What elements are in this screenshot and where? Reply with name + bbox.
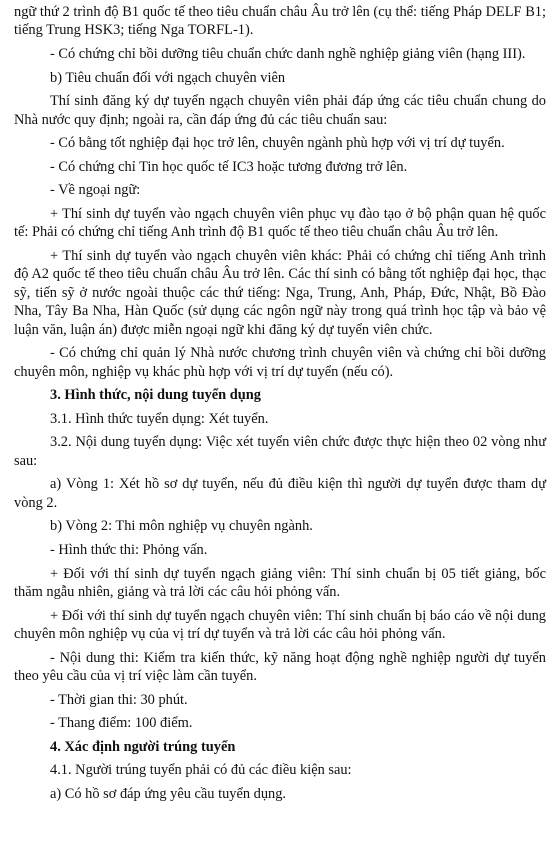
- section-heading: 3. Hình thức, nội dung tuyển dụng: [50, 387, 261, 404]
- paragraph: - Thời gian thi: 30 phút.: [50, 691, 188, 708]
- paragraph: + Thí sinh dự tuyển vào ngạch chuyên viên khác: Phải có chứng chỉ tiếng Anh trình độ A2 quốc tế theo tiêu chuẩn châu Âu trở lên. Các thí sinh có bằng tốt nghiệp đại học, thạc sỹ, tiến sỹ ở nước ngoài thuộc các thứ tiếng: Nga, Trung, Anh, Pháp, Đức, Nhật, Bồ Đào Nha, Tây Ba Nha, Hàn Quốc (sử dụng các ngôn ngữ này trong quá trình học tập và bảo vệ luận văn, luận án) được miễn ngoại ngữ khi đăng ký dự tuyển viên chức.: [14, 247, 546, 338]
- paragraph: Thí sinh đăng ký dự tuyển ngạch chuyên viên phải đáp ứng các tiêu chuẩn chung do Nhà nước quy định; ngoài ra, cần đáp ứng đủ các tiêu chuẩn sau:: [14, 93, 546, 128]
- paragraph: 4.1. Người trúng tuyển phải có đủ các điều kiện sau:: [50, 762, 352, 779]
- paragraph: b) Vòng 2: Thi môn nghiệp vụ chuyên ngành.: [50, 518, 313, 535]
- section-heading: 4. Xác định người trúng tuyển: [50, 738, 236, 755]
- paragraph: - Thang điểm: 100 điểm.: [50, 715, 193, 732]
- paragraph: + Thí sinh dự tuyển vào ngạch chuyên viên phục vụ đào tạo ở bộ phận quan hệ quốc tế: Phải có chứng chỉ tiếng Anh trình độ B1 quốc tế theo tiêu chuẩn châu Âu trở lên.: [14, 205, 546, 241]
- paragraph: ngữ thứ 2 trình độ B1 quốc tế theo tiêu chuẩn châu Âu trở lên (cụ thể: tiếng Pháp DELF B1; tiếng Trung HSK3; tiếng Nga TORFL-1).: [14, 4, 546, 39]
- paragraph: 3.2. Nội dung tuyển dụng: Việc xét tuyển viên chức được thực hiện theo 02 vòng như sau:: [14, 434, 546, 469]
- paragraph: - Có chứng chỉ Tin học quốc tế IC3 hoặc tương đương trở lên.: [50, 158, 408, 175]
- paragraph: - Về ngoại ngữ:: [50, 182, 141, 199]
- paragraph: 3.1. Hình thức tuyển dụng: Xét tuyển.: [50, 410, 269, 427]
- paragraph: - Hình thức thi: Phỏng vấn.: [50, 541, 208, 558]
- paragraph: a) Có hồ sơ đáp ứng yêu cầu tuyển dụng.: [50, 785, 287, 802]
- paragraph: - Có chứng chỉ quản lý Nhà nước chương trình chuyên viên và chứng chỉ bồi dưỡng chuyên môn, nghiệp vụ khác phù hợp với vị trí dự tuyển (nếu có).: [14, 345, 546, 380]
- paragraph: + Đối với thí sinh dự tuyển ngạch chuyên viên: Thí sinh chuẩn bị báo cáo về nội dung chuyên môn nghiệp vụ của vị trí dự tuyển và trả lời các câu hỏi phỏng vấn.: [14, 607, 546, 642]
- subsection-title: b) Tiêu chuẩn đối với ngạch chuyên viên: [50, 69, 286, 86]
- paragraph: - Nội dung thi: Kiểm tra kiến thức, kỹ năng hoạt động nghề nghiệp người dự tuyển theo yêu cầu của vị trí việc làm cần tuyển.: [14, 649, 546, 684]
- paragraph: a) Vòng 1: Xét hồ sơ dự tuyển, nếu đủ điều kiện thì người dự tuyển được tham dự vòng 2.: [14, 476, 546, 511]
- paragraph: + Đối với thí sinh dự tuyển ngạch giảng viên: Thí sinh chuẩn bị 05 tiết giảng, bốc thăm ngẫu nhiên, giảng và trả lời các câu hỏi phỏng vấn.: [14, 565, 546, 600]
- paragraph: - Có bằng tốt nghiệp đại học trở lên, chuyên ngành phù hợp với vị trí dự tuyển.: [50, 135, 505, 152]
- paragraph: - Có chứng chỉ bồi dưỡng tiêu chuẩn chức danh nghề nghiệp giảng viên (hạng III).: [50, 46, 526, 62]
